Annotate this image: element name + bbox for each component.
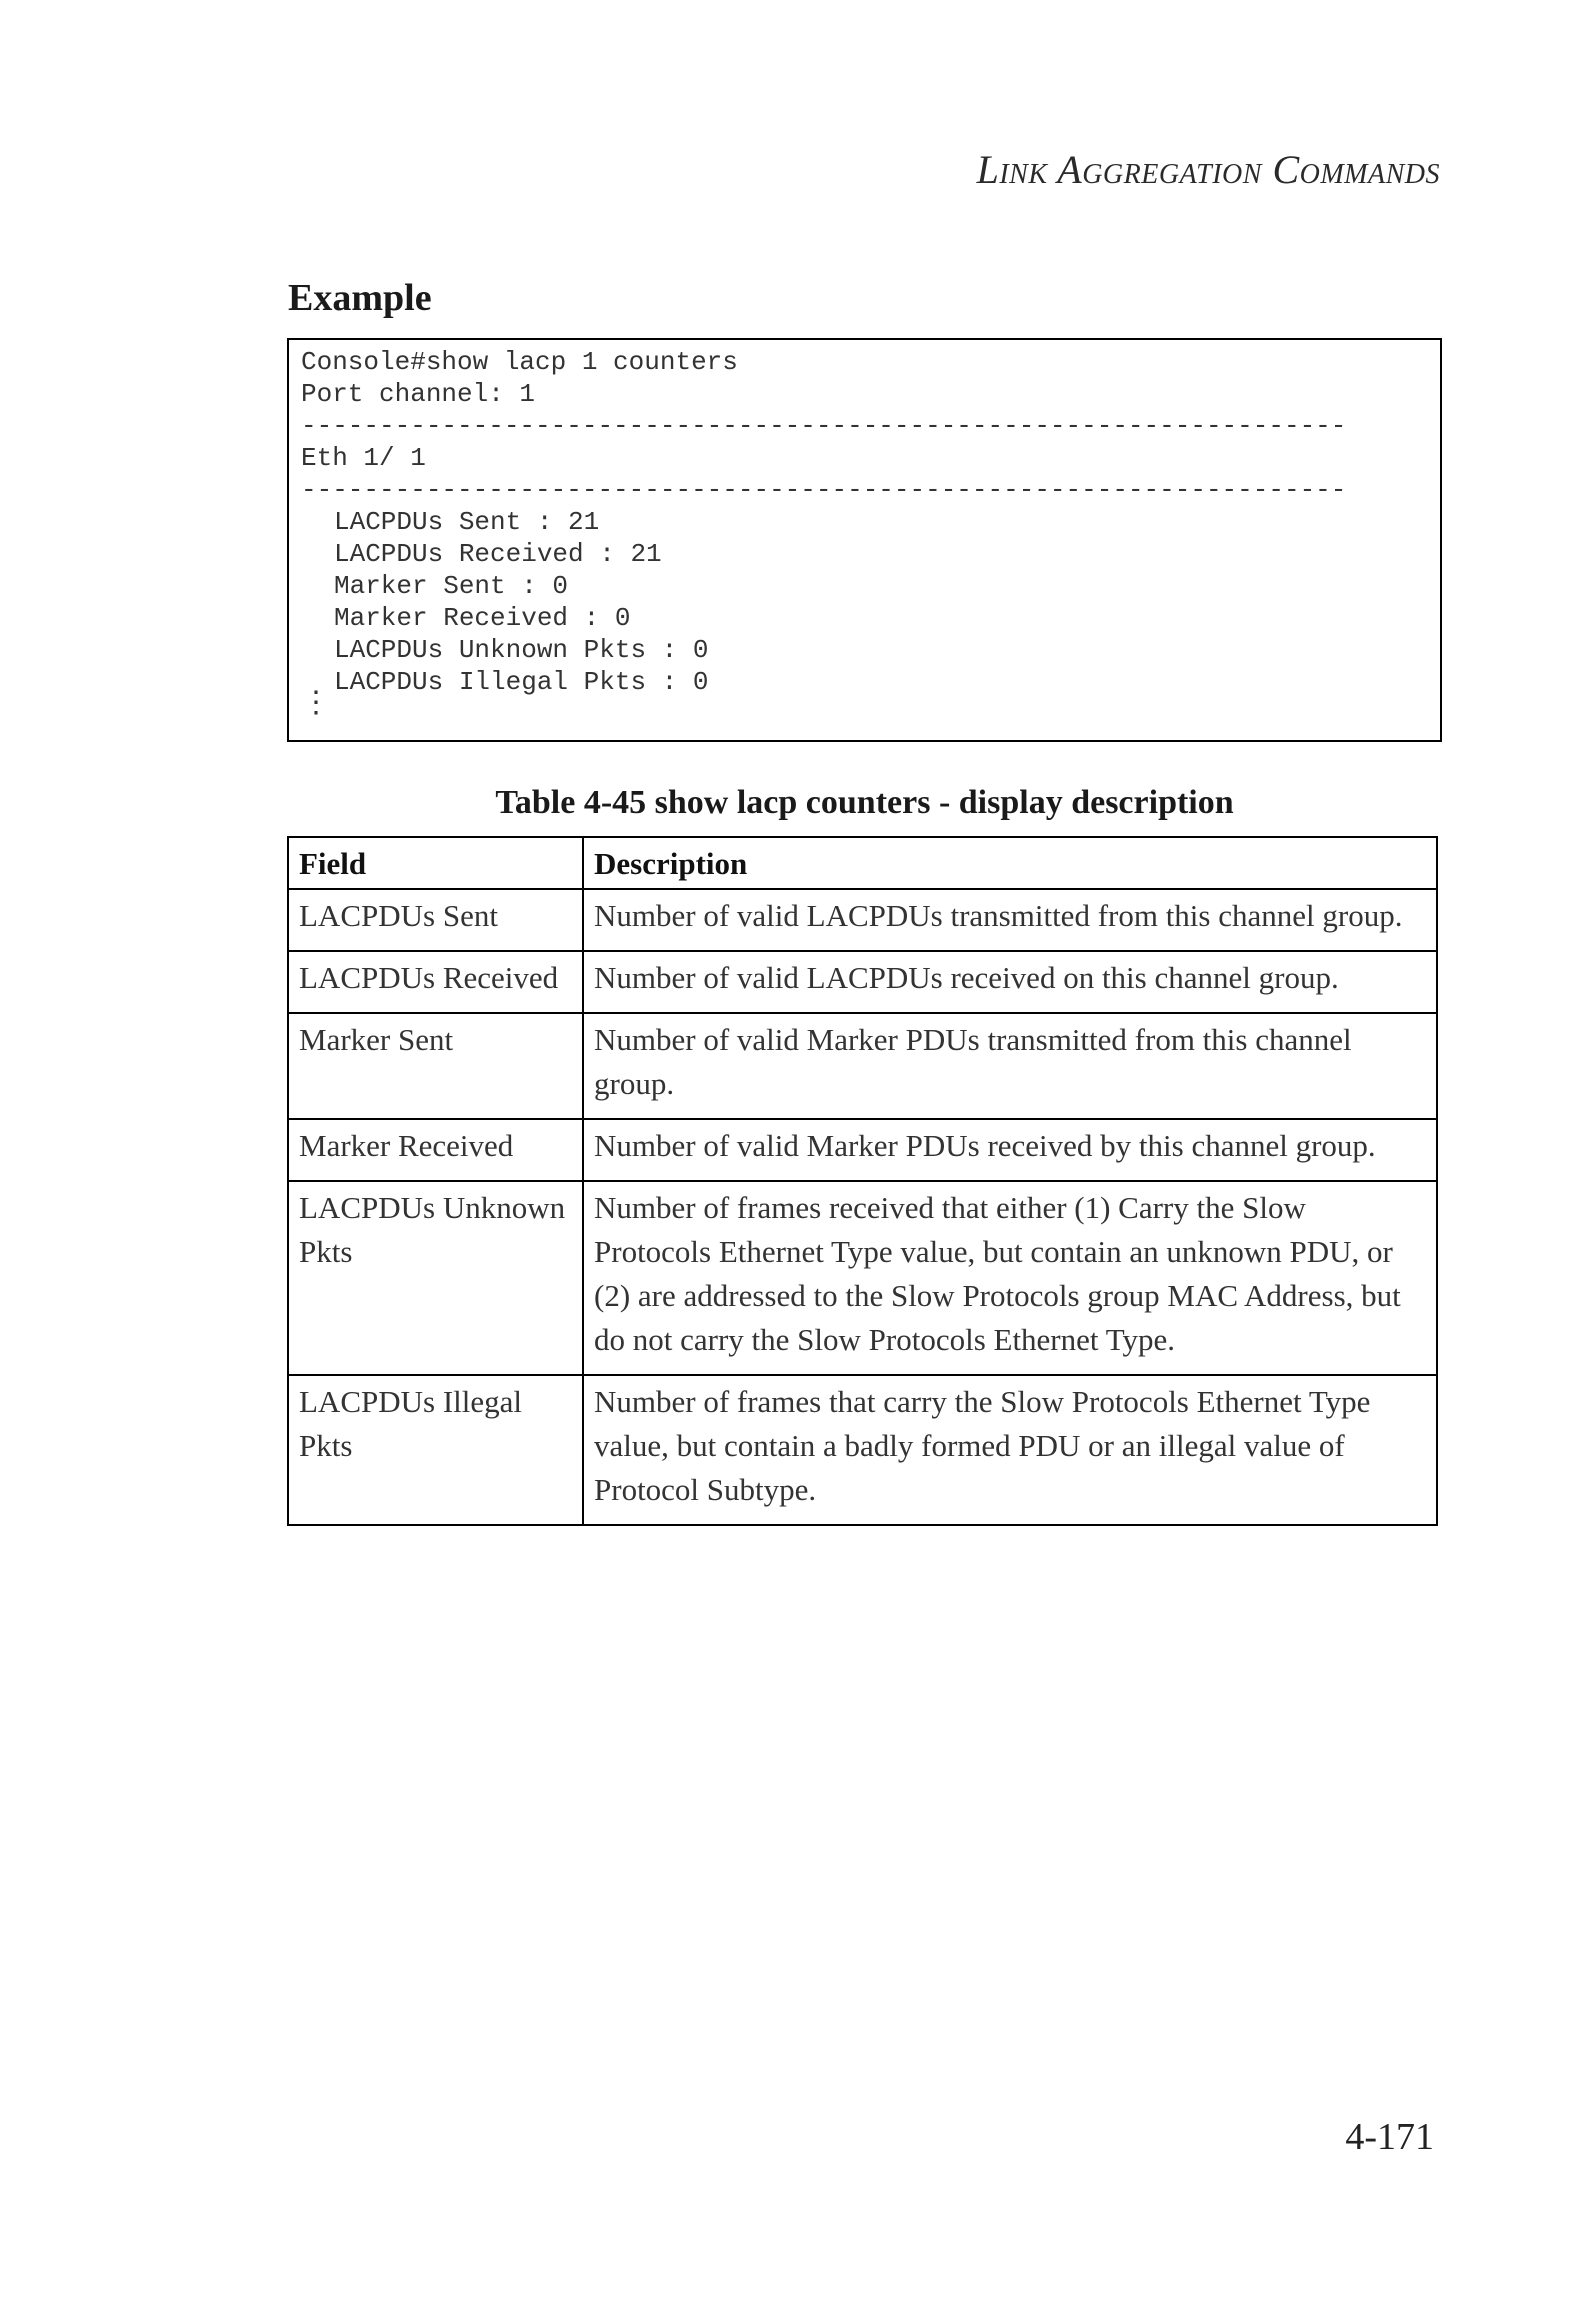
table-caption: Table 4-45 show lacp counters - display description — [495, 784, 1234, 821]
cell-description: Number of valid LACPDUs received on this channel group. — [583, 951, 1437, 1013]
header-field: Field — [288, 837, 583, 889]
cell-field: Marker Sent — [288, 1013, 583, 1119]
table-row — [288, 951, 1437, 1013]
table-row — [288, 889, 1437, 951]
section-title: Example — [288, 277, 432, 319]
cell-field: LACPDUs Received — [288, 951, 583, 1013]
table-row — [288, 1181, 1437, 1375]
cell-field: LACPDUs Unknown Pkts — [288, 1181, 583, 1375]
code-line: Marker Sent : 0 — [334, 571, 569, 601]
continuation-dots: ⋮ — [301, 688, 331, 722]
code-line: ------------------------------------------------------------------- — [301, 411, 1347, 441]
code-line: Marker Received : 0 — [334, 603, 631, 633]
cell-description: Number of valid LACPDUs transmitted from this channel group. — [583, 889, 1437, 951]
console-example — [287, 338, 1442, 742]
code-line: Console#show lacp 1 counters — [301, 347, 738, 377]
code-line: Port channel: 1 — [301, 379, 536, 409]
code-lines — [301, 346, 1428, 698]
table-header-row — [288, 837, 1437, 889]
cell-description: Number of frames received that either (1) Carry the Slow Protocols Ethernet Type value, but contain an unknown PDU, or (2) are addressed to the Slow Protocols group MAC Address, but do not carry the Slow Protocols Ethernet Type. — [583, 1181, 1437, 1375]
code-line: ------------------------------------------------------------------- — [301, 475, 1347, 505]
header-description: Description — [583, 837, 1437, 889]
table-row — [288, 1013, 1437, 1119]
running-head: Link Aggregation Commands — [976, 147, 1440, 192]
code-line: Eth 1/ 1 — [301, 443, 426, 473]
code-line: LACPDUs Received : 21 — [334, 539, 662, 569]
cell-field: LACPDUs Sent — [288, 889, 583, 951]
code-line: LACPDUs Unknown Pkts : 0 — [334, 635, 709, 665]
code-line: LACPDUs Sent : 21 — [334, 507, 600, 537]
page-number: 4-171 — [1345, 2116, 1434, 2158]
table-row — [288, 1119, 1437, 1181]
code-line: LACPDUs Illegal Pkts : 0 — [334, 667, 709, 697]
cell-description: Number of frames that carry the Slow Protocols Ethernet Type value, but contain a badly formed PDU or an illegal value of Protocol Subtype. — [583, 1375, 1437, 1525]
cell-description: Number of valid Marker PDUs received by this channel group. — [583, 1119, 1437, 1181]
cell-field: LACPDUs Illegal Pkts — [288, 1375, 583, 1525]
cell-field: Marker Received — [288, 1119, 583, 1181]
table-body — [288, 889, 1437, 1525]
description-table — [287, 836, 1438, 1526]
table-row — [288, 1375, 1437, 1525]
cell-description: Number of valid Marker PDUs transmitted from this channel group. — [583, 1013, 1437, 1119]
